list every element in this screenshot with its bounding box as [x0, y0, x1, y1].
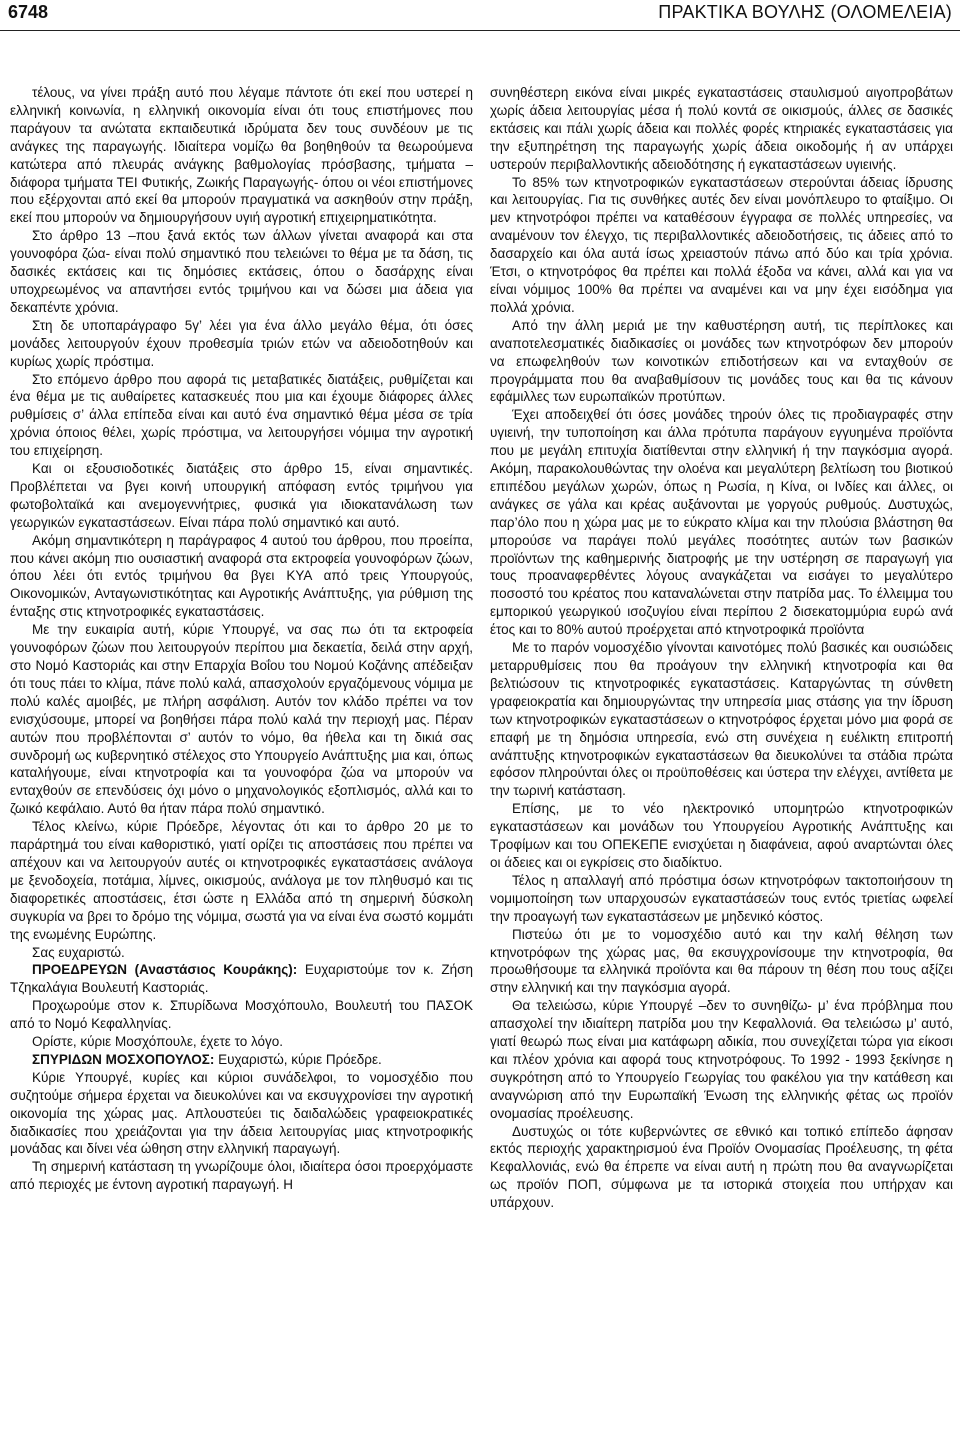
paragraph-text: Ορίστε, κύριε Μοσχόπουλε, έχετε το λόγο. [32, 1034, 284, 1050]
paragraph-text: συνηθέστερη εικόνα είναι μικρές εγκαταστάσεις σταυλισμού αιγοπροβάτων χωρίς άδεια λειτουργίας μέσα ή πολύ κοντά σε οικισμούς, άλλες σε δασικές εκτάσεις και πάλι χωρίς άδεια και πολλές φορές κτηριακές εγκαταστάσεις για την εξυπηρέτηση της παραγωγής χωρίς άδεια οικοδομής ή αν υπάρχει υστερούν περιβαλλοντικής αδειοδότησης ή εγκαταστάσεων υγιεινής. [490, 85, 953, 172]
paragraph [490, 926, 953, 998]
paragraph-text: Στη δε υποπαράγραφο 5γ’ λέει για ένα άλλο μεγάλο θέμα, ότι όσες μονάδες λειτουργούν έχουν προθεσμία τριών ετών να αδειοδοτηθούν και κυρίως χωρίς πρόστιμα. [10, 317, 473, 369]
paragraph-text: Ακόμη σημαντικότερη η παράγραφος 4 αυτού του άρθρου, που προείπα, που κάνει ακόμη πιο ουσιαστική αναφορά στα εκτροφεία γουνοφόρων ζώων, όπου λέει ότι εντός τριμήνου θα βγει ΚΥΑ από τρεις Υπουργούς, Οικονομικών, Ανταγωνιστικότητας και Αγροτικής Ανάπτυξης, για ρύθμιση της ένταξης στις κτηνοτροφικές εγκαταστάσεις. [10, 532, 473, 620]
paragraph-text: Δυστυχώς οι τότε κυβερνώντες σε εθνικό και τοπικό επίπεδο άφησαν εκτός περιοχής χαρακτηρισμού ένα Προϊόν Ονομασίας Προέλευσης, τη φέτα Κεφαλλονιάς, ενώ θα έπρεπε να είναι αυτή η πρώτη που θα αναγνωρίζεται ως προϊόν ΠΟΠ, σύμφωνα με τα ιστορικά στοιχεία που υπήρχαν και υπάρχουν. [490, 1123, 953, 1211]
paragraph-text: Στο άρθρο 13 –που ξανά εκτός των άλλων γίνεται αναφορά και στα γουνοφόρα ζώα- είναι πολύ σημαντικό που τελειώνει το θέμα με τα δάση, τις δασικές εκτάσεις και τις δημόσιες εκτάσεις, όπου ο δασάρχης είναι υποχρεωμένος να απαντήσει εντός τριμήνου και να δώσει μια άδεια για δεκαπέντε χρόνια. [10, 228, 473, 315]
paragraph-text: Έχει αποδειχθεί ότι όσες μονάδες τηρούν όλες τις προδιαγραφές στην υγιεινή, την τυποποίηση και άλλα πρότυπα παράγουν εγγυημένα προϊόντα που με μεγάλη επιτυχία διατίθενται στην ελληνική ή την παγκόσμια αγορά. Ακόμη, παρακολουθώντας την ολοένα και μεγαλύτερη βελτίωση του βιοτικού επιπέδου μεγάλων χωρών, όπως η Ρωσία, η Κίνα, οι Ινδίες και άλλες, οι ανάγκες σε γάλα και κρέας αυξάνονται με γοργούς ρυθμούς. Δυστυχώς, παρ’όλο που η χώρα μας με το εύκρατο κλίμα και την πλούσια βλάστηση θα μπορούσε να παράγει πολύ μεγάλες ποσότητες αυτών των βασικών προϊόντων της καθημερινής διατροφής με την υστέρηση σε παραγωγή για τους προαναφερθέντες λόγους αναγκάζεται να εισάγει το μεγαλύτερο ποσοστό του κρέατος που καταναλώνεται στην πατρίδα μας. Το έλλειμμα του εμπορικού γεωργικού ισοζυγίου είναι περίπου 2 δισεκατομμύρια ευρώ ανά έτος και το 80% αυτού προέρχεται από κτηνοτροφικά προϊόντα [490, 407, 953, 638]
paragraph-text: Κύριε Υπουργέ, κυρίες και κύριοι συνάδελφοι, το νομοσχέδιο που συζητούμε σήμερα έρχεται να διευκολύνει και να εκσυγχρονίσει την αγροτική οικονομία της χώρας μας. Απλουστεύει τις δαιδαλώδεις γραφειοκρατικές διαδικασίες που χρειάζονται για την άδεια λειτουργίας μιας κτηνοτροφικής μονάδας και δίνει νέα ώθηση στην ελληνική παραγωγή. [10, 1069, 473, 1157]
paragraph [10, 532, 473, 622]
paragraph [490, 872, 953, 926]
paragraph-text: Επίσης, με το νέο ηλεκτρονικό υπομητρώο κτηνοτροφικών εγκαταστάσεων και μονάδων του Υπουργείου Αγροτικής Ανάπτυξης και Τροφίμων και του ΟΠΕΚΕΠΕ ενισχύεται η διαφάνεια, αφού αναρτώνται όλες οι άδειες και οι εγκρίσεις στο διαδίκτυο. [490, 801, 953, 870]
paragraph-text: Προχωρούμε στον κ. Σπυρίδωνα Μοσχόπουλο, Βουλευτή του ΠΑΣΟΚ από το Νομό Κεφαλληνίας. [10, 998, 473, 1032]
paragraph-text: Ευχαριστώ, κύριε Πρόεδρε. [214, 1051, 382, 1067]
paragraph [490, 800, 953, 872]
running-title: ΠΡΑΚΤΙΚΑ ΒΟΥΛΗΣ (ΟΛΟΜΕΛΕΙΑ) [658, 2, 952, 22]
paragraph [490, 639, 953, 800]
paragraph-text: Τέλος η απαλλαγή από πρόστιμα όσων κτηνοτρόφων τακτοποιήσουν τη νομιμοποίηση των υπαρχουσών εγκαταστάσεών τους εντός τριετίας ωφελεί την προαγωγή των εγκαταστάσεων με μηδενικό κόστος. [490, 872, 953, 924]
paragraph [10, 944, 473, 962]
paragraph [10, 818, 473, 943]
paragraph [10, 317, 473, 371]
paragraph-text: Με την ευκαιρία αυτή, κύριε Υπουργέ, να σας πω ότι τα εκτροφεία γουνοφόρων ζώων που λειτουργούν περίπου μια δεκαετία, δειλά στην αρχή, στο Νομό Καστοριάς και στην Επαρχία Βοΐου του Νομού Κοζάνης απέδειξαν ότι τους πάει το κλίμα, πάνε πολύ καλά, απασχολούν εργαζόμενους νόμιμα με πολύ καλές αμοιβές, με πλήρη ασφάλιση. Αυτόν τον κλάδο πρέπει να τον ενισχύσουμε, μπορεί να βοηθήσει πάρα πολύ καλά την περιοχή μας. Πέραν αυτών που προβλέπονται σ’ αυτόν το νόμο, θα ήθελα και τη δικιά σας συνδρομή ως κυβερνητικό στέλεχος στο Υπουργείο Ανάπτυξης μια και, όπως καταλήγουμε, είναι κτηνοτροφία και τα γουνοφόρα ζώα να μπορούν να ενταχθούν σε επενδύσεις όχι μόνο ο μηχανολογικός εξοπλισμός, αλλά και το ζωικό κεφάλαιο. Αυτό θα ήταν πάρα πολύ σημαντικό. [10, 622, 473, 817]
paragraph [10, 997, 473, 1033]
paragraph [10, 1051, 473, 1069]
paragraph [10, 1158, 473, 1194]
paragraph [10, 621, 473, 818]
paragraph-text: Θα τελειώσω, κύριε Υπουργέ –δεν το συνηθίζω- μ’ ένα πρόβλημα που απασχολεί την ιδιαίτερη πατρίδα μου την Κεφαλλονιά. Θα τελειώσω μ’ αυτό, γιατί θεωρώ πως είναι μια κατάφωρη αδικία, που συνεχίζεται τώρα για είκοσι και πλέον χρόνια και αφορά τους κτηνοτρόφους. Το 1992 - 1993 ξεκίνησε η συγκρότηση από το Υπουργείο Γεωργίας του φακέλου για την κατάθεση και αναγνώριση από την Ευρωπαϊκή Ένωση της ελληνικής φέτας ως προϊόν ονομασίας προέλευσης. [490, 998, 953, 1121]
paragraph-text: Στο επόμενο άρθρο που αφορά τις μεταβατικές διατάξεις, ρυθμίζεται και ένα θέμα με τις αυθαίρετες κατασκευές που μια και έχουμε διάφορες άλλες ρυθμίσεις σ’ άλλα επίπεδα είναι και αυτό ένα σημαντικό θέμα μέσα σε τρία χρόνια όποιος θέλει, χωρίς πρόστιμα, να λειτουργήσει νόμιμα την αγροτική του επιχείρηση. [10, 371, 473, 459]
paragraph [10, 227, 473, 317]
left-column [10, 84, 473, 1194]
paragraph-text: Σας ευχαριστώ. [32, 944, 125, 960]
page-number: 6748 [8, 2, 49, 22]
header-rule [0, 30, 960, 31]
paragraph [490, 1123, 953, 1213]
paragraph [490, 174, 953, 317]
paragraph-text: Ευχαριστούμε τον κ. Ζήση Τζηκαλάγια Βουλευτή Καστοριάς. [10, 962, 473, 996]
paragraph-text: Τη σημερινή κατάσταση τη γνωρίζουμε όλοι, ιδιαίτερα όσοι προερχόμαστε από περιοχές με έντονη αγροτική παραγωγή. Η [10, 1159, 473, 1193]
speaker-name: ΣΠΥΡΙΔΩΝ ΜΟΣΧΟΠΟΥΛΟΣ: [32, 1051, 215, 1067]
speaker-name: ΠΡΟΕΔΡΕΥΩΝ (Αναστάσιος Κουράκης): [32, 962, 298, 978]
right-column [490, 84, 953, 1212]
paragraph [10, 371, 473, 461]
paragraph [490, 997, 953, 1122]
paragraph [490, 84, 953, 174]
paragraph-text: Με το παρόν νομοσχέδιο γίνονται καινοτόμες πολύ βασικές και ουσιώδεις μεταρρυθμίσεις που θα προάγουν την ελληνική κτηνοτροφία και θα βελτιώσουν τις κτηνοτροφικές εγκαταστάσεις. Καταργώντας τη σύνθετη γραφειοκρατία και δημιουργώντας την υπηρεσία μιας στάσης για την ίδρυση των κτηνοτροφικών εγκαταστάσεων ο κτηνοτρόφος έρχεται μόνο μια φορά σε επαφή με τη δημόσια υπηρεσία, ενώ στη συνέχεια η ευέλικτη επιτροπή ανάπτυξης κτηνοτροφικών εγκαταστάσεων θα διευκολύνει τα στάδια πρώτα εφόσον πληρούνται όλες οι προϋποθέσεις και ύστερα την ελέγχει, αντίθετα με την τωρινή κατάσταση. [490, 640, 953, 799]
paragraph-text: τέλους, να γίνει πράξη αυτό που λέγαμε πάντοτε ότι εκεί που υστερεί η ελληνική κοινωνία, η ελληνική οικονομία είναι ότι τους επιστήμονες που παράγουν τα ανώτατα εκπαιδευτικά ιδρύματα δεν τους συνδέουν με τις ανάγκες της παραγωγής. Ιδιαίτερα νομίζω θα βοηθηθούν τα θεωρούμενα κατώτερα από πλευράς ανάγκης βαθμολογίας πρόσβασης, τμήματα –διάφορα τμήματα ΤΕΙ Φυτικής, Ζωικής Παραγωγής- όπου οι νέοι επιστήμονες που εξέρχονται από εκεί θα μπορούν πραγματικά να ασκηθούν στην πράξη, εκεί που μπορούν να δημιουργήσουν υγιή αγροτική επιχειρηματικότητα. [10, 85, 473, 226]
paragraph-text: Πιστεύω ότι με το νομοσχέδιο αυτό και την καλή θέληση των κτηνοτρόφων της χώρας μας, θα εκσυγχρονίσουμε την κτηνοτροφία, θα προωθήσουμε τα ελληνικά προϊόντα και θα πάρουν τη θέση που τους αξίζει στην ελληνική και την παγκόσμια αγορά. [490, 926, 953, 996]
paragraph-text: Και οι εξουσιοδοτικές διατάξεις στο άρθρο 15, είναι σημαντικές. Προβλέπεται να βγει κοινή υπουργική απόφαση εντός τριμήνου για φωτοβολταϊκά και ανεμογεννήτριες, φυσικά για ιδιοκατανάλωση των γεωργικών εγκαταστάσεων. Είναι πάρα πολύ σημαντικό και αυτό. [10, 461, 473, 530]
paragraph [10, 460, 473, 532]
paragraph [10, 84, 473, 227]
paragraph [490, 406, 953, 639]
page-header [0, 0, 960, 30]
paragraph [490, 317, 953, 407]
paragraph-text: Το 85% των κτηνοτροφικών εγκαταστάσεων στερούνται άδειας ίδρυσης και λειτουργίας. Για τις συνθήκες αυτές δεν είναι μονόπλευρο το φταίξιμο. Οι μεν κτηνοτρόφοι πρέπει να καταθέσουν έγγραφα σε πολλές υπηρεσίες, να αναμένουν τον έλεγχο, τις περιβαλλοντικές αδειοδοτήσεις, τις άδειες από το δασαρχείο και όλα αυτά ίσως χρειαστούν πάνω από δύο και τρία χρόνια. Έτσι, ο κτηνοτρόφος θα πρέπει και πολλά έξοδα να κάνει, αλλά και για να είναι νόμιμος 100% θα πρέπει να αναμένει και να μην έχει εισόδημα για πολλά χρόνια. [490, 174, 953, 315]
paragraph-text: Τέλος κλείνω, κύριε Πρόεδρε, λέγοντας ότι και το άρθρο 20 με το παράρτημά του είναι καθοριστικό, γιατί ορίζει τις αποστάσεις που πρέπει να απέχουν και να λειτουργούν αυτές οι κτηνοτροφικές εγκαταστάσεις ανάλογα με ξενοδοχεία, ποτάμια, λίμνες, οικισμούς, ανάλογα με τον πληθυσμό και τις διαφορετικές αποστάσεις, έτσι ώστε η Ελλάδα από τη σημερινή δύσκολη συγκυρία να βρει το δρόμο της νόμιμα, σωστά για να είναι ένα σωστό κομμάτι της ενωμένης Ευρώπης. [10, 819, 473, 942]
paragraph [10, 1033, 473, 1051]
paragraph [10, 1069, 473, 1159]
paragraph [10, 961, 473, 997]
paragraph-text: Από την άλλη μεριά με την καθυστέρηση αυτή, τις περίπλοκες και αναποτελεσματικές διαδικασίες οι μονάδες των κτηνοτρόφων δεν μπορούν να επωφεληθούν των κοινοτικών επιδοτήσεων και να ενταχθούν σε προγράμματα που θα αναβαθμίσουν τις μονάδες τους και θα τις κάνουν εφάμιλλες των ευρωπαϊκών προτύπων. [490, 317, 953, 405]
